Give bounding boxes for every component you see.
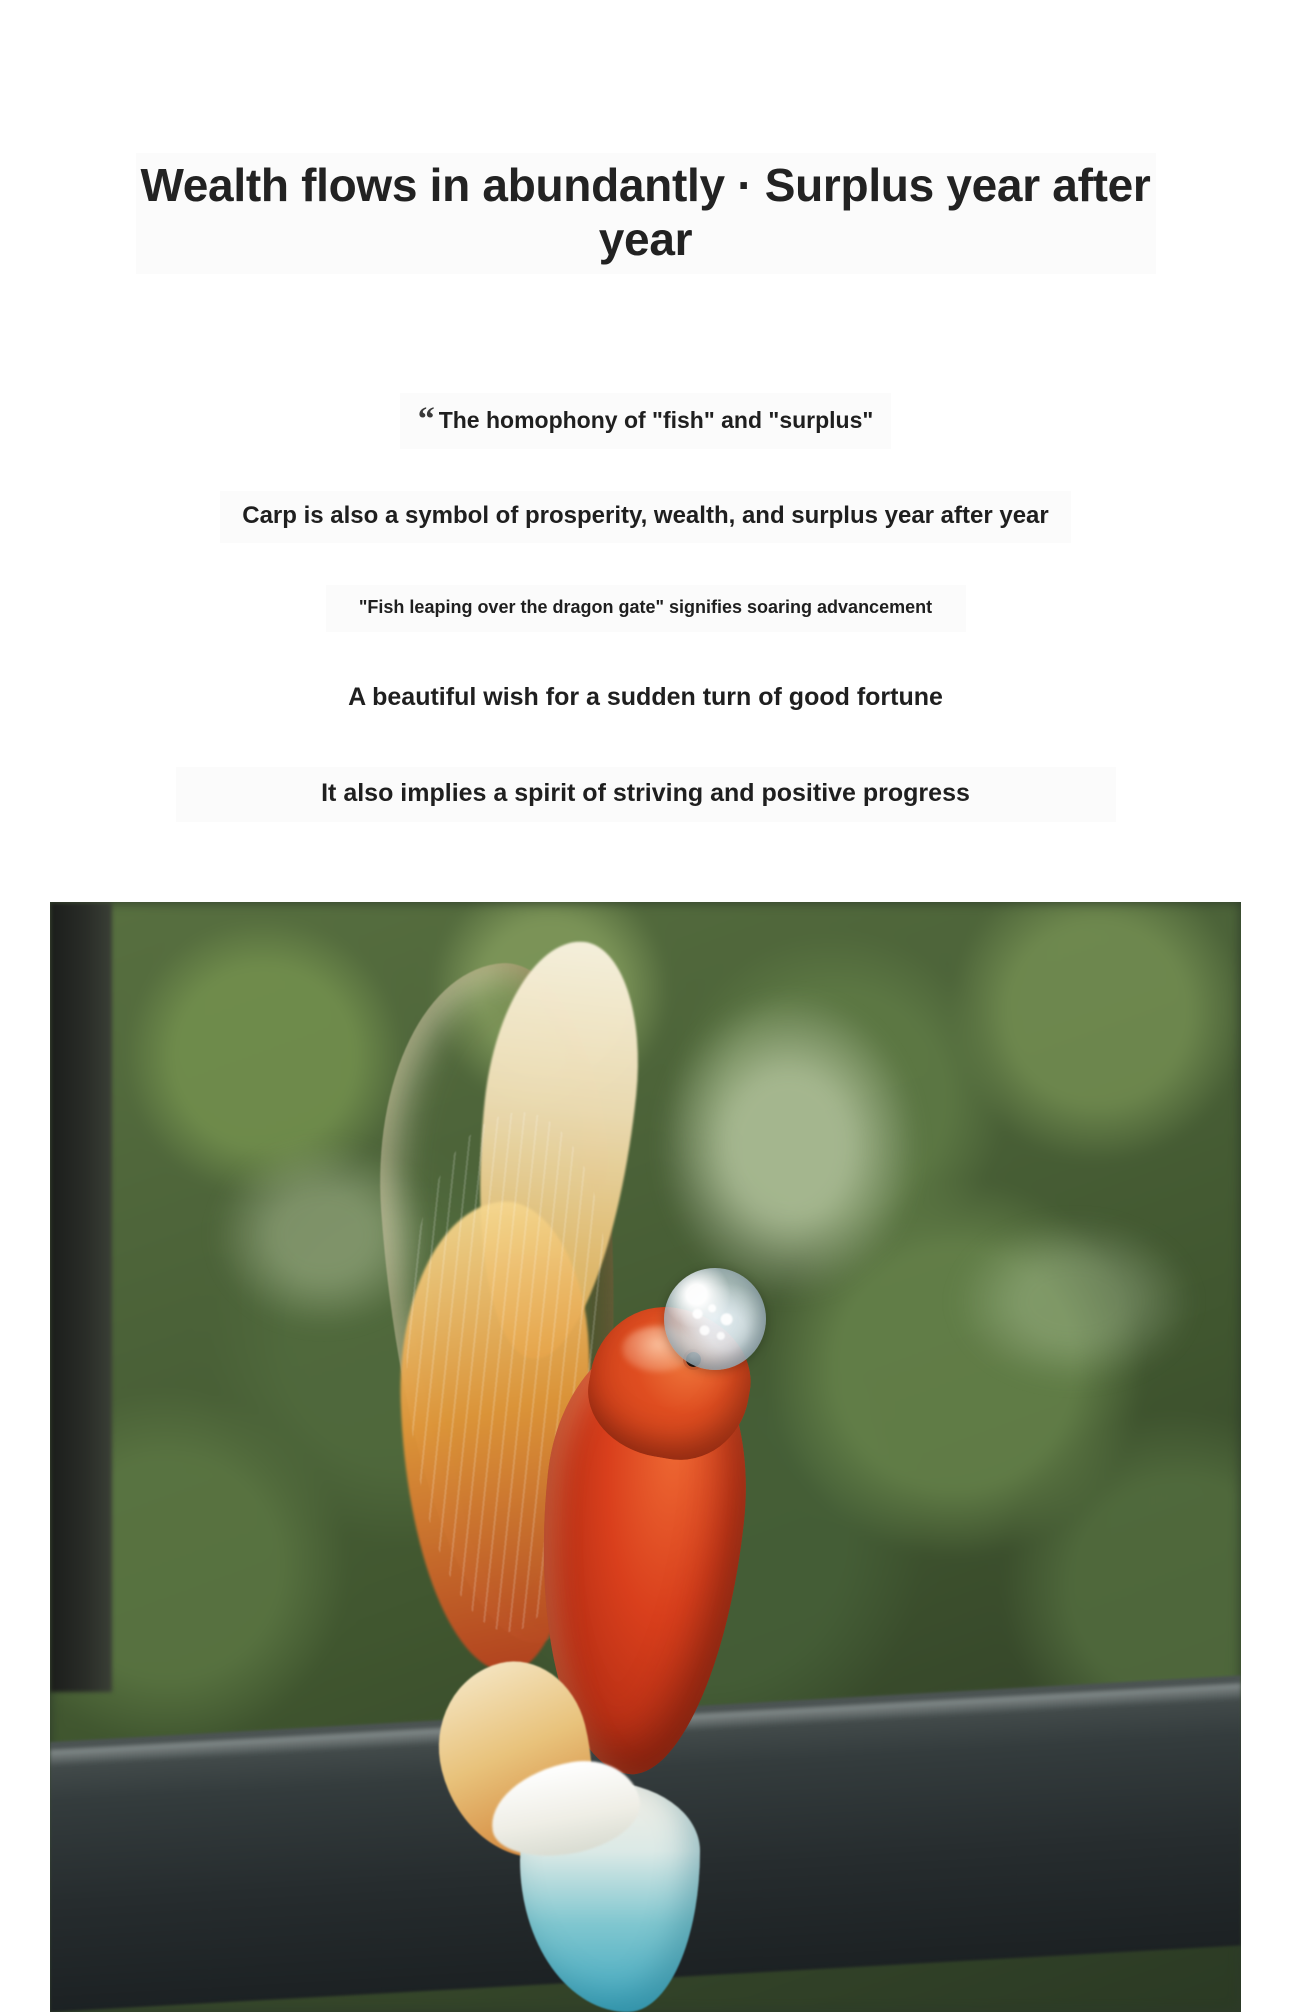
quote-icon: “ — [417, 401, 435, 439]
product-photo-container — [0, 902, 1291, 2012]
description-block — [0, 393, 1291, 821]
product-photo — [50, 902, 1241, 2012]
description-line-3: "Fish leaping over the dragon gate" signifies soaring advancement — [326, 585, 966, 631]
page-title-container — [0, 0, 1291, 305]
page-title: Wealth flows in abundantly · Surplus year after year — [136, 153, 1156, 275]
description-line-4: A beautiful wish for a sudden turn of good fortune — [348, 682, 943, 711]
description-line-2: Carp is also a symbol of prosperity, wealth, and surplus year after year — [220, 491, 1071, 543]
description-line-5: It also implies a spirit of striving and positive progress — [176, 767, 1116, 822]
description-line-1-text: The homophony of "fish" and "surplus" — [438, 407, 874, 434]
carp-sculpture — [50, 902, 1241, 2012]
description-line-1 — [400, 393, 892, 449]
pearl-bubbles — [686, 1300, 744, 1346]
